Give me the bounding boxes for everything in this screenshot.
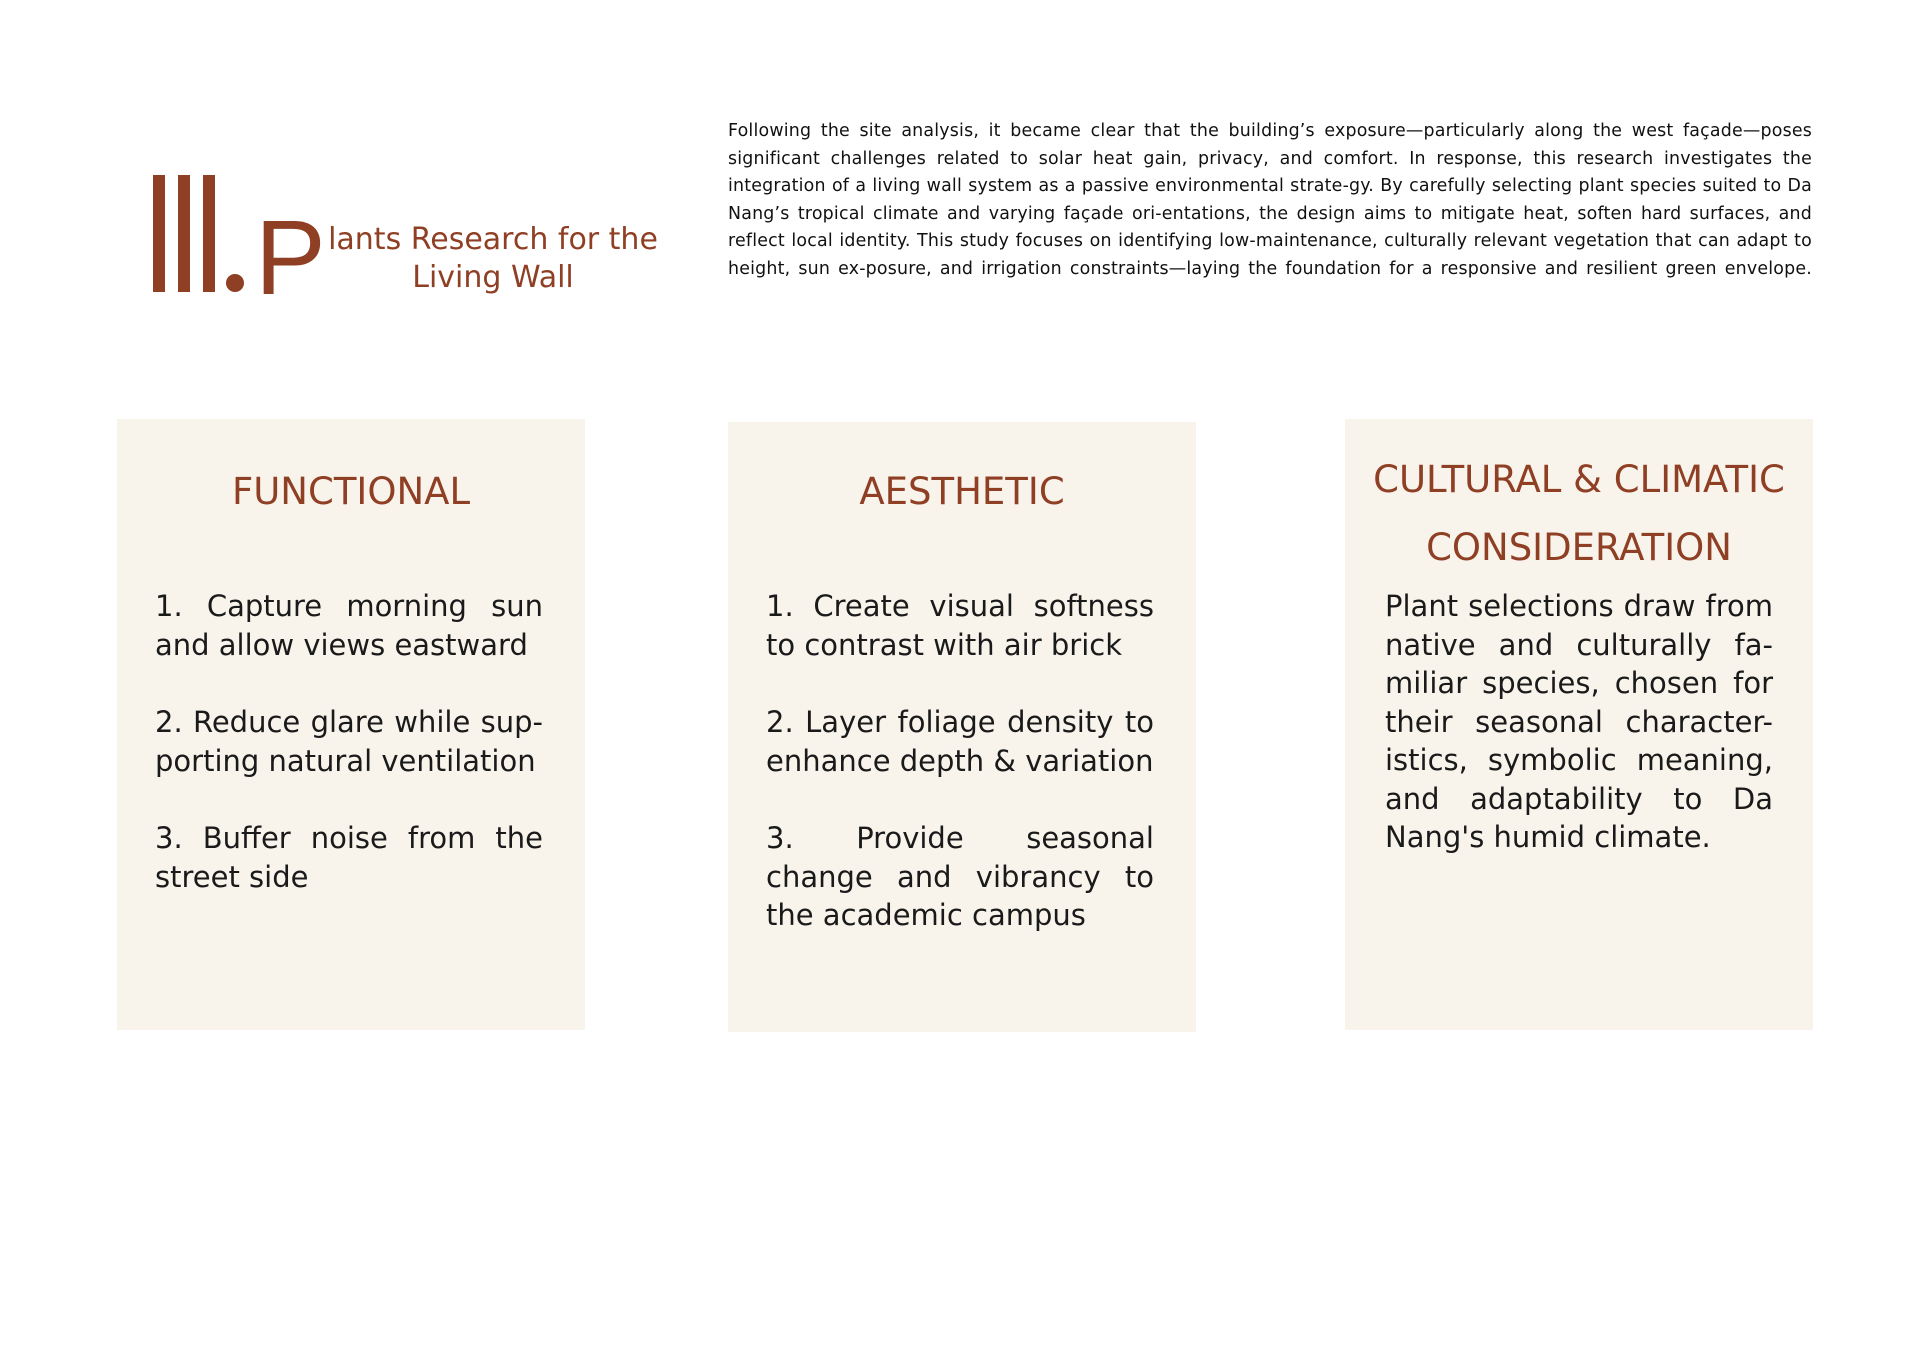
cultural-climatic-text: Plant selections draw from native and culturally fa-miliar species, chosen for their seasonal character-istics, symbolic meaning, and adaptability to Da Nang's humid climate. xyxy=(1385,589,1773,854)
list-item: 3. Buffer noise from the street side xyxy=(155,821,543,894)
numeral-stroke xyxy=(178,175,190,292)
intro-paragraph: Following the site analysis, it became clear that the building’s exposure—particularly along the west façade—poses significant challenges related to solar heat gain, privacy, and comfort. In response, this research investigates the integration of a living wall system as a passive environmental strate-gy. By carefully selecting plant species suited to Da Nang’s tropical climate and varying façade ori-entations, the design aims to mitigate heat, soften hard surfaces, and reflect local identity. This study focuses on identifying low-maintenance, culturally relevant vegetation that can adapt to height, sun ex-posure, and irrigation constraints—laying the foundation for a responsive and resilient green envelope. xyxy=(728,121,1812,279)
heading-line-2: CONSIDERATION xyxy=(1426,526,1732,569)
title-initial: P xyxy=(255,199,326,317)
aesthetic-heading: AESTHETIC xyxy=(859,470,1065,513)
numeral-stroke xyxy=(203,175,215,292)
numeral-dot xyxy=(226,274,244,292)
title-line-1: lants Research for the xyxy=(328,222,658,257)
cultural-climatic-heading xyxy=(1345,446,1813,582)
section-title xyxy=(153,175,673,317)
list-item: 1. Create visual softness to contrast with air brick xyxy=(766,589,1154,662)
functional-heading: FUNCTIONAL xyxy=(231,470,471,513)
functional-card xyxy=(117,419,585,1030)
list-item: 2. Layer foliage density to enhance depth & variation xyxy=(766,705,1154,778)
aesthetic-list xyxy=(766,587,1154,974)
title-text xyxy=(323,221,663,297)
list-item: 2. Reduce glare while sup-porting natural ventilation xyxy=(155,705,543,778)
heading-line-1: CULTURAL & CLIMATIC xyxy=(1373,458,1785,501)
list-item: 1. Capture morning sun and allow views eastward xyxy=(155,589,543,662)
aesthetic-card xyxy=(728,422,1196,1032)
list-item: 3. Provide seasonal change and vibrancy to the academic campus xyxy=(766,821,1154,932)
functional-list xyxy=(155,587,543,935)
cultural-climatic-card xyxy=(1345,419,1813,1030)
numeral-stroke xyxy=(153,175,165,292)
roman-numeral-three xyxy=(153,175,252,292)
title-line-2: Living Wall xyxy=(412,260,574,295)
